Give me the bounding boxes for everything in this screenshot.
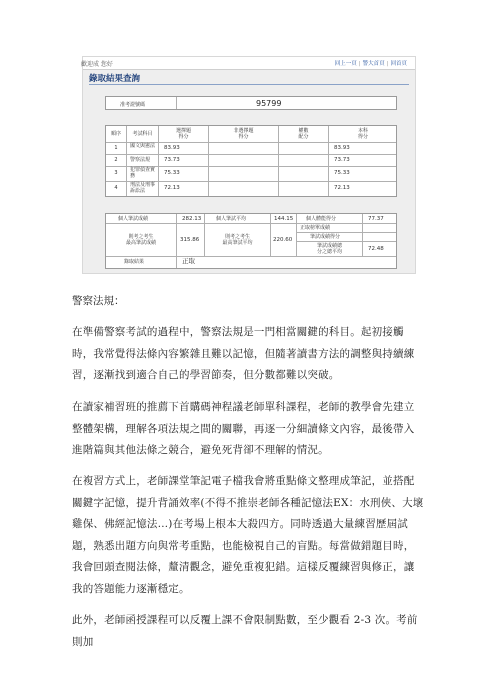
row1-subject: 國文與憲法 [130, 143, 156, 149]
top-links: 回上一頁 | 警大首頁 | 回首頁 [334, 61, 407, 67]
score-table [105, 125, 397, 197]
col-header-seq: 順序 [110, 131, 121, 137]
row1-mc: 83.93 [164, 145, 180, 151]
embedded-screenshot [82, 56, 416, 274]
paragraph-4: 此外，老師函授課程可以反覆上課不會限制點數，至少觀看 2-3 次。考前則加 [72, 614, 418, 648]
row3-total: 75.33 [334, 170, 350, 176]
screenshot-title: 錄取結果查詢 [89, 74, 141, 84]
phys-value: 77.37 [368, 216, 384, 222]
result-value: 正取 [182, 257, 195, 265]
row1-total: 83.93 [334, 145, 350, 151]
paragraph-3: 在複習方式上，老師課堂筆記電子檔我會將重點條文整理成筆記，並搭配關鍵字記憶，提升背誦效率(不得不推崇老師各種記憶法EX：水刑俠、大壞雞保、佛經記憶法…)在考場上根本大殺四方。同時透過大量練習歷屆試題，熟悉出題方向與常考重點，也能檢視自己的盲點。每當做錯題目時，我會回頭查閱法條，釐清觀念，避免重複犯錯。這樣反覆練習與修正，讓我的答題能力逐漸穩定。 [72, 475, 424, 595]
link-back[interactable]: 回上一頁 [334, 61, 357, 67]
col-header-subject: 考試科目 [132, 131, 153, 137]
phys-label: 個人體能得分 [306, 216, 337, 222]
extra-label-1: 正取榜單成績 [300, 225, 331, 231]
paragraph-1: 在準備警察考試的過程中，警察法規是一門相當關鍵的科目。起初接觸時，我常覺得法條內容繁雜且難以記憶，但隨著讀書方法的調整與持續練習，逐漸找到適合自己的學習節奏，但分數都難以突破。 [72, 326, 415, 381]
col-header-nonmc: 非選擇題 得分 [233, 128, 254, 140]
row3-mc: 75.33 [164, 170, 180, 176]
row4-seq: 4 [114, 185, 118, 191]
extra-label-3: 筆試成績總 分之總平均 [316, 243, 342, 255]
greeting-text: 歡迎成 您好 [81, 61, 113, 68]
row2-seq: 2 [114, 157, 118, 163]
section-heading: 警察法規： [72, 295, 125, 307]
extra-label-2: 筆試成績得分 [310, 234, 341, 240]
row3-seq: 3 [114, 170, 118, 176]
row3-subject: 犯罪偵查實務 [130, 167, 156, 179]
row2-subject: 警察法規 [130, 157, 151, 163]
row4-total: 72.13 [334, 185, 350, 191]
row2-total: 73.73 [334, 157, 350, 163]
ticket-number: 95799 [256, 99, 282, 108]
extra-value-3: 72.48 [368, 246, 384, 252]
result-label: 錄取結果 [124, 259, 145, 265]
row1-seq: 1 [114, 145, 118, 151]
avg-label: 個人筆試平均 [216, 216, 247, 222]
screenshot-topbar [83, 57, 415, 70]
max-avg-value: 220.60 [273, 237, 293, 243]
title-divider [89, 84, 409, 85]
col-header-weight: 權數 配分 [298, 128, 309, 140]
total-value: 282.13 [182, 216, 202, 222]
col-header-total: 本科 得分 [357, 128, 368, 140]
ticket-label: 准考證號碼 [120, 102, 146, 108]
row4-subject: 刑法及刑事訴訟法 [130, 182, 156, 194]
link-police-home[interactable]: 警大首頁 [362, 61, 385, 67]
row4-mc: 72.13 [164, 185, 180, 191]
max-score-label: 則考之考生 最高筆試成績 [125, 234, 156, 246]
paragraph-2: 在讀家補習班的推薦下首購碼神程議老師單科課程，老師的教學會先建立整體架構，理解各項法規之間的關聯，再逐一分細讀條文內容，最後帶入進階篇與其他法條之競合，避免死背卻不理解的情況。 [72, 401, 415, 456]
row2-mc: 73.73 [164, 157, 180, 163]
avg-value: 144.15 [274, 216, 294, 222]
total-label: 個人筆試成績 [118, 216, 149, 222]
link-home[interactable]: 回首頁 [390, 61, 407, 67]
ticket-box [105, 96, 397, 110]
max-avg-label: 則考之考生 最高筆試平均 [222, 234, 253, 246]
summary-table [105, 213, 397, 269]
max-score-value: 315.86 [180, 237, 200, 243]
col-header-mc: 選擇題 得分 [175, 128, 191, 140]
